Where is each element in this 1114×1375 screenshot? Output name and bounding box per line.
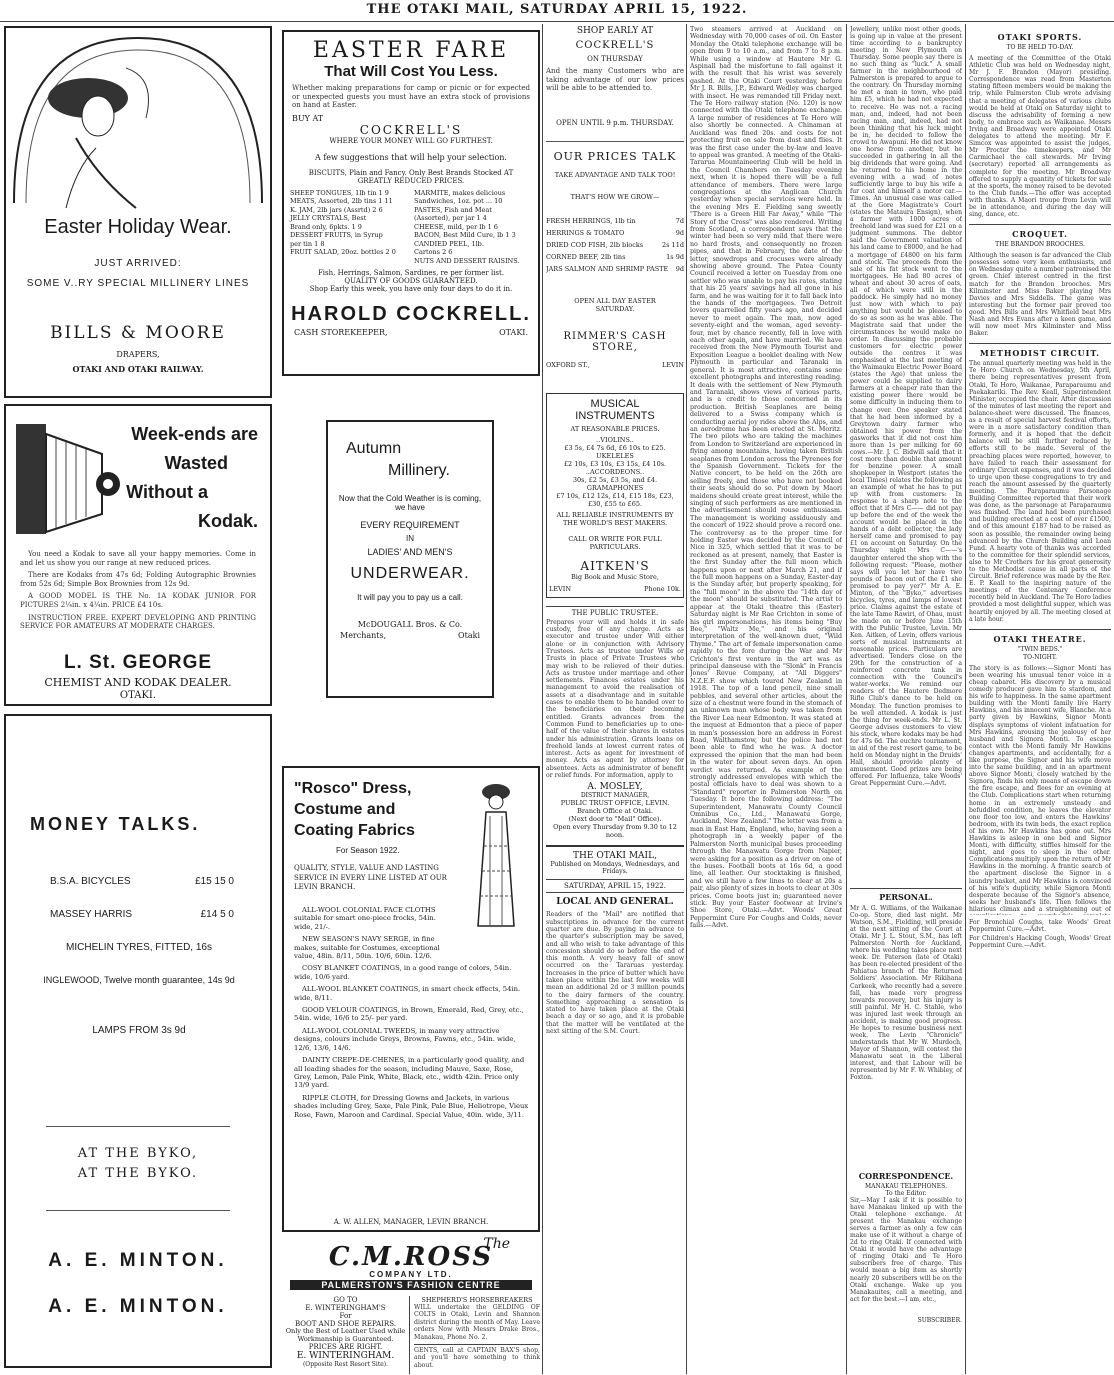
corr-heading: CORRESPONDENCE. [858,1171,954,1181]
easter-quality: QUALITY OF GOODS GUARANTEED. [344,277,478,286]
bills-place: OTAKI AND OTAKI RAILWAY. [72,364,204,374]
kodak-line-2: Wasted [164,453,228,473]
autumn-right: Otaki [458,631,480,640]
wint-prices: PRICES ARE RIGHT. [308,1343,383,1351]
bills-arrived: JUST ARRIVED: [94,258,182,269]
kodak-camera-icon [12,414,122,544]
column-6 [969,26,1111,1374]
easter-suggest: A few suggestions that will help your selection. [315,153,507,163]
corr-signature: SUBSCRIBER. [917,1317,962,1324]
minton-byko-2: AT THE BYKO. [77,1166,199,1181]
kodak-p2: There are Kodaks from 47s 6d; Folding Autographic Brownies from 52s 6d; Simple Box Brownies from 12s 9d. [20,571,256,588]
item-price: 7d [675,216,684,225]
item-price: 9d [675,264,684,273]
item-price: £15 15 0 [195,876,234,887]
easter-item: K. JAM, 2lb jars (Assrtd) 2 6 [290,205,383,214]
bills-line: SOME V..RY SPECIAL MILLINERY LINES [26,278,250,289]
trustee-role: DISTRICT MANAGER, [580,792,650,800]
rosco-manager: A. W. ALLEN, MANAGER, LEVIN BRANCH. [333,1218,489,1226]
masthead [0,0,1114,22]
easter-foot-right: OTAKI. [499,328,528,338]
c2-thurs: ON THURSDAY [587,55,643,63]
sports-heading: OTAKI SPORTS. [997,32,1083,42]
easter-item: (Assorted), per jar 1 4 [414,214,487,223]
rosco-item: RIPPLE CLOTH, for Dressing Gowns and Jackets, in various shades including Grey, Saxe, Pale Pink, Pale Blue, Heliotrope, Vieux Rose, Fawn, Maroon and Cardinal. Special Value, 40in. wide, 3/11. [294,1093,529,1119]
wint-boot: BOOT AND SHOE REPAIRS. [295,1320,396,1328]
sports-sub: TO BE HELD TO-DAY. [1006,44,1074,51]
autumn-footer [340,631,480,640]
easter-tag: WHERE YOUR MONEY WILL GO FURTHEST. [329,137,493,146]
cmross-the: The [483,1236,510,1252]
croquet-heading: CROQUET. [969,224,1111,239]
divider [546,141,684,142]
cm-ross-logo [282,1236,540,1292]
wint-firm: E. WINTERINGHAM. [296,1351,395,1361]
aitken-ad [546,393,684,598]
rimmer-item [546,263,684,275]
sports-text: A meeting of the Committee of the Otaki Athletic Club was held on Wednesday night, Mr J. F. Brandon (Mayor) presiding. Correspondence was read from Masterton stating fifteen members would be making the trip, while Palmerston Club wrote advising that a meeting of delegates of various clubs would be held at Otaki on Saturday night to discuss the advisability of forming a new body, to embrace such as Waikanae. Messrs Irving and Broadway were appointed Otaki delegates to attend the meeting. Mr F. Simcox was appointed to assist the judges, Mr Procter the timekeepers, and Mr Carmichael the call stewards. Mr Irving (secretary) reported all arrangements as complete for the meeting. Mr Broadway offered to supply a quantity of tickets for sale at the sports, the money raised to be devoted to the Club funds.—The offer was accepted with thanks. A Maori troupe from Levin will be in attendance, and during the day will sing, dance, etc. [969,55,1111,219]
bills-moore-ad [4,26,272,398]
easter-item: DESSERT FRUITS, in Syrup [290,231,383,240]
rosco-item: DAINTY CREPE-DE-CHENES, in a particularly good quality, and all leading shades for the season, including Mauve, Saxe, Rose, Grey, Lemon, Pale Pink, White, Black, etc., width 42in. Price only 13/9 yard. [294,1056,525,1090]
cmross-name: C.M.ROSS [328,1242,494,1272]
masthead-title: THE OTAKI MAIL, SATURDAY APRIL 15, 1922. [366,2,748,17]
column-rule [542,24,543,1374]
aitken-v-prices: £3 5s, £4 7s 6d, £6 10s to £25. [564,443,666,452]
mail-date: SATURDAY, APRIL 15, 1922. [546,879,684,893]
easter-item: per tin 1 8 [290,239,325,248]
easter-buy: BUY AT [292,113,324,123]
mail-pub: Published on Mondays, Wednesdays, and Fridays. [550,861,680,876]
theatre-text: The story is as follows:—Signor Monti has been wearing his unusual tenor voice in a cheap cabaret. His discovery by a musical comedy producer gave him to stardom, and his wife to happiness. In the same apartment building with the Monti family live Harry Hawkins, and his innocent wife, Blanche. At a party given by Hawkins, Signor Monti displays symptoms of violent infatuation for Mrs Hawkins, arousing the jealousy of her husband and Signora Monti. To escape contact with the Monti family Mr Hawkins changes apartments, and accidentally, for a like purpose, the Signor and his wife move into the same building, and in an apartment above Signor Monti, closely watched by the Signora, finds his only means of escape down the fire escape, and flees for an evening at the Club. Complications start when returning home in an extremely unsteady and befuddled condition, he leaves the elevator one floor too low, and enters the Hawkins' bedroom, with its twin beds, the exact replica of his own. Mr Hawkins has gone out. Mrs Hawkins is asleep in one bed and Signor Monti, with difficulty, stiffles himself for the night, and goes to sleep in the other. Complications multiply upon the return of Mr Hawkins in the morning. A frantic search of the apartment disclose the Signor in a laundry basket, and Mr Hawkins is convinced of his wife's duplicity, while Signora Monti desperate because of the Signor's absence, seeks her husband's life. Then follows the hilarious climax and a straightening out of [969,664,1111,913]
aitken-firm: AITKEN'S [580,558,650,573]
kodak-line-3: Without a [126,482,208,502]
aitken-g-prices: £7 10s, £12 12s, £14, £15 18s, £23, £30, £55 to £65. [556,491,674,508]
methodist-text: The annual quarterly meeting was held in the Te Horo Church on Wednesday, 5th April, there being representatives present from Otaki, Te Horo, Waikanae, Paraparaumu and Paekakariki. The Rev. Keall, Superintendent Minister, occupied the chair. After discussion of the minutes of last meeting the report and balance-sheet were discussed. The finances, as a result of special harvest festival efforts, were in a more satisfactory condition than formerly, and it is hoped that the deficit balance will be still further reduced by efforts still to be made. Several of the preaching places were reported, however, to have failed to reach their assessment for ordinary Circuit expenses, and it was decided to urge upon these congregations to try and reach the amount assessed by the quarterly meeting. The Paraparaumu Parsonage Building Committee reported that their work was done, as the parsonage at Paraparaumu was finished. The land had been purchased and building erected at a cost of over £1500, and of this amount £187 had to be raised as soon as possible, the remainder owing being advanced by the Church Building and Loan Fund. A hearty vote of thanks was accorded to the committee for their splendid services, also to Mr Crothers for his great generosity to the Methodist cause in all parts of the Circuit. Brief reference was made by the Rev. E. P. Keall to the inspiring nature of the meetings of the Centenary Conference recently held in Auckland. The Te Horo ladies provided a most delightful supper, which was heartily enjoyed by all. The meeting closed at a late hour. [969,360,1111,623]
rimmer-addr: OXFORD ST., [546,360,590,369]
column-rule [846,24,847,1374]
theatre-heading: OTAKI THEATRE. [969,629,1111,644]
autumn-l1: Autumn [346,440,402,457]
col5-text: Jewellery, unlike most other goods, is going up in value at the present time according to a bankruptcy meeting in New Plymouth on Thursday. Some people say there is no such thing as "luck." A small farmer in the neighbourhood of Palmerston is prepared to argue to the contrary. On Thursday morning he met a man in town, who paid him £5, which he had not expected to receive. He was not a racing man, and, indeed, had not been racing man, and, indeed, had not been thinking that his luck might be in, he decided to follow the crowd to Awapuni. He did not know one horse from another, but he succeeded in gathering in all the big dividends that were going. And he returned to his home in the evening with a wad of notes sufficiently large to buy his wife a fur coat and himself a motor car.—Times. An unusual case was called at the Gore Magistrate's Court (states the Mataura Ensign), when a farmer with 1000 acres of freehold land was sued for £21 on a judgment summons. The debtor said the Government valuation of his land came to £8000, and he had a mortgage of £4800 on his farm and stock. The proceeds from the sale of his fat stock went to the mortgagees. He had 80 acres of wheat and about 30 acres of oats, all of which were still in the paddock. He simply had no money just now with which to pay anything but would be pleased to do so as soon as he was able. The Magistrate said that under the circumstances he would make no order. In discussing the probable customers for electric power outside the centres it was emphasised at the last meeting of the Waimauku Electric Power Board (states the Age) that unless the power could be supplied to dairy farmers at a cheaper rate than the existing power there would be some difficulty in inducing them to change over. One speaker stated that he had been informed by a Greytown dairy farmer who obtained his power from the gasworks that it did not cost him more than 1s per milking for 60 cows.—Mr. J. C. Bidwill said that it cost more than double that amount for benzine power. A small shopkeeper in Westport (states the local Times) relates the following as an example of what he has to put up with from customers: In response to a sharp note to the effect that if Mrs C—— did not pay up before the end of the week the account would be placed in the hands of a debt collector, the lady herself came and promised to pay £1 on account on Saturday. On the Thursday night Mrs C——'s daughter entered the shop with the following request: "Please, mother says will you let her have two pounds of bacon out of the £1 she promised to pay yer?" Mr A. E. Minton, of the "Byko," advertises bicycles, tyres, and lamps of lowest price. Claims against the estate of the late Tame Rawiri, of Ohau, must be made on or before June 15th with the Public Trustee, Levin. Mr Ken. Aitken, of Levin, offers various sorts of musical instruments at reasonable prices. Particulars are advertised. Tenders close on the 29th for the construction of a reinforced concrete tank in connection with the Council's water-works. We remind our readers of the Hautere Dedmore Rifle Club's dance to be held on Monday. The function promises to be well attended. A kodak is just the thing for week-ends. Mr L. St. George advises customers to view his stock, where kodaks may be had for 47s 6d. The euchre tournament, in aid of the rest resort game, to be held on Monday night in the Druids' Hall, should provide plenty of amusement. Good prizes are being offered. For Influenza, take Woods' Great Peppermint Cure.—Advt. [850,26,962,788]
minton-item [20,909,258,920]
easter-item: SHEEP TONGUES, 1lb tin 1 9 [290,188,389,197]
rimmer-how: THAT'S HOW WE GROW— [570,192,660,201]
public-trustee-ad [546,606,684,840]
corr-sub: MANAKAU TELEPHONES. [865,1183,947,1190]
c2-open: OPEN UNTIL 9 p.m. THURSDAY. [556,118,674,127]
c2-text: And the many Customers who are taking advantage of our low prices will be able to be attended to. [546,67,684,93]
winteringham-ad [282,1296,410,1374]
easter-early: Shop Early this week, you have only four days to do it in. [309,285,513,294]
shepherd-title: SHEPHERD'S HORSEBREAKERS [421,1296,533,1304]
minton-heading: MONEY TALKS. [30,814,201,834]
aitken-town: LEVIN [549,584,572,593]
aitken-reliable: ALL RELIABLE INSTRUMENTS BY THE WORLD'S BEST MAKERS. [556,510,674,527]
corr-text: Sir,—May I ask if it is possible to have Manakau linked up with the Otaki telephone exchange. At present the Manakau exchange serves a farmer as only a few can make use of it without a charge of 2d to ring Otaki. If connected with Otaki it would have the advantage of ringing Otaki and Te Horo subscribers free of charge. This would mean a big item as shortly nearly 20 subscribers will be on the Otaki exchange. Wake up you Manakauites, call a meeting, and act for the best.—I am, etc., [850,1197,962,1303]
shepherd-text: WILL undertake the GELDING OF COLTS in Otaki, Levin and Shannon district during the month of May. Leave orders Now with Messrs Drake Bros., Manakau, Phone No. 2. [414,1304,540,1340]
mail-masthead [546,845,684,907]
column-rule [965,24,966,1374]
trustee-text: Prepares your will and holds it in safe custody, free of any charge. Acts as executor and trustee under Will either alone or in conjunction with Advisory Trustees. Acts as trustee under Wills or Trusts in place of Private Trustees who may wish to be relieved of their duties. Acts as trustee under marriage and other settlements. Finances estates under his management to avoid the realisation of assets at a disadvantage and in suitable cases to enable them to be handed over to the beneficiaries on their becoming entitled. Grants advances from the Common Fund to beneficiaries up to one-half of the value of their shares in estates under his administration. Grants loans on freehold lands at lowest current rates of interest. Acts as agent for investment of money. Acts as agent by attorney for absentees. Acts as administrator of benefit or relief funds. For information, apply to [546,618,684,780]
aitken-accordeons: ..ACCORDEONS.. [585,467,645,476]
minton-price-list [20,876,258,1036]
rimmer-sub: TAKE ADVANTAGE AND TALK TOO! [554,170,676,179]
easter-title: EASTER FARE [312,38,510,63]
aitken-violins: ..VIOLINS.. [596,435,634,444]
aitken-footer [549,585,681,593]
kodak-place: OTAKI. [119,690,157,701]
easter-firm: HAROLD COCKRELL. [291,303,531,326]
column-rule [686,24,687,1374]
wint-best: Only the Best of Leather Used while Workmanship is Guaranteed. [285,1327,406,1343]
easter-item: NUTS AND DESSERT RAISINS. [414,256,520,265]
column-3 [546,26,684,1374]
trustee-title: THE PUBLIC TRUSTEE. [546,606,684,617]
item-name: CORNED BEEF, 2lb tins [546,252,626,261]
minton-byko-1: AT THE BYKO, [77,1146,199,1161]
item-name: JARS SALMON AND SHRIMP PASTE [546,264,669,273]
minton-name-1: A. E. MINTON. [48,1250,228,1271]
rosco-season: For Season 1922. [336,846,400,855]
kodak-p3: A GOOD MODEL IS THE No. 1A KODAK JUNIOR FOR PICTURES 2¼in. x 4¼in. PRICE £4 10s. [20,592,256,609]
easter-fish: Fish, Herrings, Salmon, Sardines, re per former list. [317,269,505,278]
c2-store: COCKRELL'S [575,40,655,51]
gents-ad: GENTS, call at CAPTAIN BAX'S shop, and you'll have something to think about. [414,1344,540,1374]
item-price: 9d [675,228,684,237]
autumn-p6: It will pay you to pay us a call. [357,593,463,602]
aitken-sub: Big Book and Music Store, [571,572,659,581]
easter-biscuits: BISCUITS, Plain and Fancy. Only Best Brands Stocked AT GREATLY REDUCED PRICES. [308,168,514,185]
rosco-title-2: Costume and [294,801,396,818]
bills-heading: Easter Holiday Wear. [44,216,232,238]
kodak-firm: L. St. GEORGE [63,652,213,673]
local-heading: LOCAL AND GENERAL. [556,897,674,908]
bills-firm: BILLS & MOORE [50,323,226,343]
aitken-phone: Phone 10k. [644,584,681,593]
column-5 [850,26,962,1374]
aitken-musical: MUSICAL [590,397,640,410]
item-name: DRIED COD FISH, 2lb blocks [546,240,644,249]
autumn-l2: Millinery. [388,462,450,479]
rosco-title-1: "Rosco" Dress, [294,780,412,797]
kodak-p4: INSTRUCTION FREE. EXPERT DEVELOPING AND PRINTING SERVICE FOR AMATEURS AT MODERATE CHARGES. [20,613,256,631]
rosco-item: GOOD VELOUR COATINGS, in Brown, Emerald, Red, Grey, etc., 54in. wide, 16/6 to 25/- per yard. [294,1006,524,1023]
aitken-a-prices: 30s, £2 5s, £3 5s, and £4. [572,475,658,484]
easter-item: PASTES, Fish and Meat [414,205,492,214]
corr-editor: To the Editor. [885,1190,927,1197]
easter-right-list [414,189,532,266]
trustee-open: Open every Thursday from 9.30 to 12 noon. [553,823,677,840]
easter-item: FRUIT SALAD, 20oz. bottles 2 0 [290,248,396,257]
kodak-headline [126,420,258,536]
trustee-name: A. MOSLEY, [587,782,643,793]
easter-item: JELLY CRYSTALS, Best [290,214,367,223]
trustee-office: PUBLIC TRUST OFFICE, LEVIN. [560,799,670,808]
easter-left-list [290,189,408,266]
divider [46,1210,230,1211]
milliner-illustration [6,28,270,218]
easter-item: CANDIED PEEL, 1lb. [414,239,484,248]
trustee-next: (Next door to "Mail" Office). [568,815,662,824]
rimmer-firm: RIMMER'S CASH STORE, [563,330,667,353]
autumn-p4: LADIES' AND MEN'S [367,547,453,557]
wint-addr: (Opposite Rest Resort Site). [302,1361,389,1368]
methodist-heading: METHODIST CIRCUIT. [969,343,1111,358]
aitken-call: CALL OR WRITE FOR FULL PARTICULARS. [568,534,662,551]
minton-item: INGLEWOOD, Twelve month guarantee, 14s 9d [43,975,235,985]
trustee-branch: Branch Office at Otaki. [577,807,653,816]
rimmer-title: OUR PRICES TALK [553,149,677,163]
autumn-p3: IN [406,534,414,543]
kodak-line-4: Kodak. [197,511,258,531]
rimmer-open: OPEN ALL DAY EASTER SATURDAY. [574,296,656,313]
rosco-quality: QUALITY, STYLE, VALUE AND LASTING SERVICE IN EVERY LINE LISTED AT OUR LEVIN BRANCH. [294,864,447,892]
minton-name-2: A. E. MINTON. [48,1296,228,1317]
easter-item: MARMITE, makes delicious [414,188,506,197]
minton-ad [4,714,272,1368]
autumn-left: Merchants, [340,631,387,640]
easter-store: COCKRELL'S [359,123,463,138]
item-price: 1s 9d [666,252,684,261]
easter-item: MEATS, Assorted, 2lb tins 1 11 [290,197,393,206]
kodak-p1: You need a Kodak to save all your happy memories. Come in and let us show you our range at new reduced prices. [20,550,256,567]
aitken-instruments: INSTRUMENTS [575,409,655,422]
wint-for: For [339,1312,352,1320]
autumn-millinery-ad [326,420,494,698]
rimmer-item [546,251,684,263]
cmross-company: COMPANY LTD. [369,1270,453,1279]
croquet-text: Although the season is far advanced the Club possesses some very keen enthusiasts, and on Wednesday quite a number patronised the green. Chief interest centred in the first match for the Brandon brooches. Mrs Kilminster and Miss Baker playing Mrs Davies and Mrs Siddells. The game was interesting but the former pair proved too good. Mrs Bills and Mrs Whitfield beat Mrs Nash and Mrs Evans after a keen game, and will now meet Mrs Kilminster and Miss Baker. [969,252,1111,338]
theatre-twin: "TWIN BEDS." [1017,645,1063,653]
mail-title: THE OTAKI MAIL, [573,851,657,862]
item-name: HERRINGS & TOMATO [546,228,625,237]
aitken-ukeleles: UKELELES [596,451,634,460]
kodak-line-1: Week-ends are [131,424,258,444]
local-text: Readers of the "Mail" are notified that subscriptions in advance for the current quarter are due. By paying in advance to the quarter's subscription may be saved, and all who wish to take advantage of this concession should do so before the end of this month. A very heavy fall of snow occurred on the Tararuas yesterday. Increases in the price of butter which have taken place within the last few weeks will mean an additional 2d or 3 million pounds to the dairy farmers of the country. Something approaching a sensation is stated to have taken place at the Otaki beach a day or so ago, and it is probable that the matter will be ventilated at the next sitting of the S.M. Court. [546,911,684,1036]
minton-item: LAMPS FROM 3s 9d [92,1025,186,1036]
rimmer-item [546,239,684,251]
item-price: 2s 11d [662,240,684,249]
easter-item: Cartons 2 6 [414,248,453,257]
rosco-item: ALL-WOOL COLONIAL FACE CLOTHS suitable for smart one-piece frocks, 54in. wide, 21/-. [294,906,436,931]
easter-subtitle: That Will Cost You Less. [324,63,498,80]
rosco-item-list [294,906,530,1123]
easter-item: BACON, Best Mild Cure, lb 1 3 [414,231,516,240]
easter-item: Sandwiches, 1oz. pot ... 10 [414,197,503,206]
easter-footer [294,328,528,337]
rimmer-town: LEVIN [661,360,684,369]
personal-heading: PERSONAL. [850,888,962,902]
minton-item: MICHELIN TYRES, FITTED, 16s [66,942,212,953]
rimmer-footer [546,361,684,369]
rosco-item: ALL-WOOL COLONIAL TWEEDS, in many very attractive designs, colours include Greys, Browns, Fawns, etc., 54in. wide, 12/6, 13/6, 14/6. [294,1026,516,1052]
item-name: MASSEY HARRIS [50,909,133,920]
kodak-body [20,550,256,635]
c2-shop: SHOP EARLY AT [576,26,654,36]
personal-text: Mr A. G. Williams, of the Waikanae Co-op. Store, died last night. Mr Watson, S.M., Fielding, will preside at the next sitting of the Court at Otaki. Mr J. L. Stout, S.M., has left Palmerston North for Auckland, where his wedding takes place next week. Dr. Paterson (late of Otaki) has been re-elected president of the Pahiatua branch of the Returned Soldiers' Association. Mr Rikihana Carkeek, who recently had a severe fall, has made very progress towards recovery, but his injury is still painful. Mr H. C. Stahle, who was injured last week through an accident, is making good progress. He hopes to resume business next week. The Levin "Chronicle" understands that Mr W. Murdoch, Mayor of Shannon, will contest the Manawatu seat in the Liberal interest, and that Labour will be represented by Mr F. W. Whibley, of Foxton. [850,905,962,1082]
cockrell-shop-early-ad [546,26,684,127]
rosco-item: ALL-WOOL BLANKET COATINGS, in smart check effects, 54in. wide, 8/11. [294,985,521,1002]
theatre-tonight: TO-NIGHT. [1023,653,1057,661]
autumn-firm: McDOUGALL Bros. & Co. [357,620,463,629]
rosco-fabrics-ad [282,766,540,1232]
rosco-title-3: Coating Fabrics [294,822,415,839]
autumn-p1: Now that the Cold Weather is is coming, we have [338,494,482,512]
easter-intro: Whether making preparations for camp or picnic or for expected or unexpected guests you must have an extra stock of provisions on hand at Easter. [292,84,530,110]
column-4-news: Two steamers arrived at Auckland on Wednesday with 70,000 cases of oil. On Easter Monday the Otaki telephone exchange will be open from 9 to 10 a.m., and from 7 to 8 p.m. While using a window at Hautere Mr G. Aspinall had the misfortune to fall against it with the result that his wrist was severely gashed. At the Otaki Court yesterday, before Mr J. R. Bills, J.P., Edward Wedley was charged with insect. He was remanded till Friday next. The Te Horo railway station (No. 120) is now connected with the Otaki telephone exchange. A large number of residences at Te Horo will also shortly be connected. A Chinaman at Auckland was fined 20s. and costs for not protecting fruit on sale from dust and flies. It was the first case under the by-law and leave to appeal was granted. A meeting of the Otaki-Tararua Mountaineering Club will be held in the Council Chambers on Tuesday evening next, when it is hoped there will be a full attendance of members. There were large congregations at the Anglican Church yesterday when special services were held. In the evening Mrs E. Fielding sang sweetly "There is a Green Hill Far Away," while "The Story of the Cross" was also rendered. Writing from Scotland, a correspondent says that the winter had been so very mild that there were no hard frosts, and consequently no frozen pipes, and that in February, the date of the letter, snowdrops and crocuses were already showing above ground. The Patea County Council received a letter on Tuesday from one settler who was unable to pay his rates, stating that his 25 years' savings had all gone in his farm, and he was waiting for it to fall back into the hands of the mortgagees. Two Detroit lovers quarrelled fifty years ago, and decided never to meet again. The man, now aged seventy-eight and the woman, aged seventy-four, met by chance recently, fell in love with each other again, and have married. We have received from the New Plymouth Tourist and Exposition League a booklet dealing with New Plymouth in particular and Taranaki in general. It is most attractive, contains some excellent photographs and interesting reading. It deals with the settlement of New Plymouth and Taranaki, shows views of various parts, and is a credit to those concerned in its production. British Seaplanes are being delivered to a Swiss company which is conducting aerial joy rides above the Alps, and an aerodrome has been erected at St. Moritz. The two pilots who are taking the machines from London to Switzerland are experienced in flying among mountains, having taken British seaplanes from London across the Pyrenees for the Spanish Government. Tickets for the Native concert, to be held on the 26th are selling freely, and those who have not booked their seats should do so. Put down by Maori maidens should create great interest, while the singing of such performers as are mentioned in the advertisement should rouse enthusiasm. The management is working assiduously and the concert of 1922 should prove a record one. The controversy as to the proper time for holding Easter was decided by the Council of Nice in 325, which settled that it was to be reckoned as at present, namely, that Easter is the first Sunday after the full moon which happens upon or next after March 21, and if the full moon happens on a Sunday, Easter-day is the Sunday after, but properly speaking, for the "full moon" in the above the "14th day of the moon" should be substituted. The artist to appear at the Otaki theatre this (Easter) Saturday night is Mr Rae Crichton in some of his girl impersonations, his items being "Buy Bee," "Waltz Me," and his original interpretation of the well-known duet, "Wild Thyme." The art of female impersonation came rapidly to the fore during the War and Mr Crichton's first venture in the art was as principal danseuse with the "Slonk" in Francis Jones' Revue Company, at "All Diggers" N.Z.E.F. show which toured New Zealand in 1918. The top of a land pencil, nine small pebbles, and several other articles, about the size of a chestnut were found in the stomach of an unknown man whose body was taken from the River Lea near Edmonton. It was stated at the inquest at Edmonton that a piece of paper in man's possession bore an address in Forest Road, Walthamstow, but the police had not been able to find who he was. A doctor expressed the opinion that the man had been in the water for about seven days. An open verdict was returned. As example of the strongly addressed envelopes with which the postal officials have to deal was shown to a "Standard" reporter in Palmerston North on Tuesday. It bore the following address: "The Superintendent, Manawatu County Council Omnibus Co., Ltd., Manawatu Gorge, Auckland, New Zealand." The letter was from a man in East Ham, England, who, having seen a photograph in a weekly paper of the Palmerston North municipal buses proceeding through the Manawatu Gorge from Napier, were asking for a position as a driver on one of the buses. Football boots at 16s 6d, a good line, all leather. Our stocktaking is finished, and we still have a few lines to clear at 20s a pair, also plenty of sizes in boots to clear at 30s prices. Come boots just in; guaranteed never stick. Buy your Easter footwear at Irvine's Shoe Store, Otaki.—Advt. Woods' Great Peppermint Cure For Coughs and Colds, never fails.—Advt. [690,26,842,930]
kodak-ad [4,404,272,706]
kodak-trade: CHEMIST AND KODAK DEALER. [44,676,232,689]
cmross-centre: PALMERSTON'S FASHION CENTRE [290,1280,532,1290]
easter-fare-ad [282,30,540,376]
autumn-p5: UNDERWEAR. [350,565,470,582]
rimmer-item [546,215,684,227]
rimmer-item [546,227,684,239]
easter-price-grid [290,189,532,266]
rosco-title [294,778,415,841]
woods-ad-2: For Children's Hacking Cough, Woods' Great Peppermint Cure.—Advt. [969,934,1111,950]
easter-foot-left: CASH STOREKEEPER, [294,328,388,338]
croquet-sub: THE BRANDON BROOCHES. [995,241,1085,249]
rimmer-ad [546,150,684,369]
bills-trade: DRAPERS, [116,350,160,359]
rosco-item: NEW SEASON'S NAVY SERGE, in fine makes, suitable for Costumes, exceptional value, 48in. 8/11, 50in. 10/6, 60in. 12/6. [294,935,440,961]
item-name: FRESH HERRINGS, 1lb tin [546,216,636,225]
minton-item [20,876,258,887]
divider [46,1126,230,1127]
item-name: B.S.A. BICYCLES [50,876,131,887]
easter-item: Brand only, 6pkts. 1 9 [290,222,362,231]
aitken-gramaphones: GRAMAPHONES [586,483,644,492]
item-price: £14 5 0 [200,909,234,920]
rosco-item: COSY BLANKET COATINGS, in a good range of colors, 54in. wide, 10/6 yard. [294,964,512,981]
aitken-reasonable: AT REASONABLE PRICES. [570,424,660,433]
aitken-u-prices: £2 10s, £3 10s, £3 15s, £4 10s. [563,459,667,468]
woods-ad-1: For Bronchial Coughs, take Woods' Great Peppermint Cure.—Advt. [969,918,1111,933]
shepherd-ad [414,1296,540,1340]
autumn-p2: EVERY REQUIREMENT [360,520,460,530]
wint-name: E. WINTERINGHAM'S [305,1304,386,1312]
easter-item: CHEESE, mild, per lb 1 6 [414,222,498,231]
wint-goto: GO TO [333,1296,358,1304]
